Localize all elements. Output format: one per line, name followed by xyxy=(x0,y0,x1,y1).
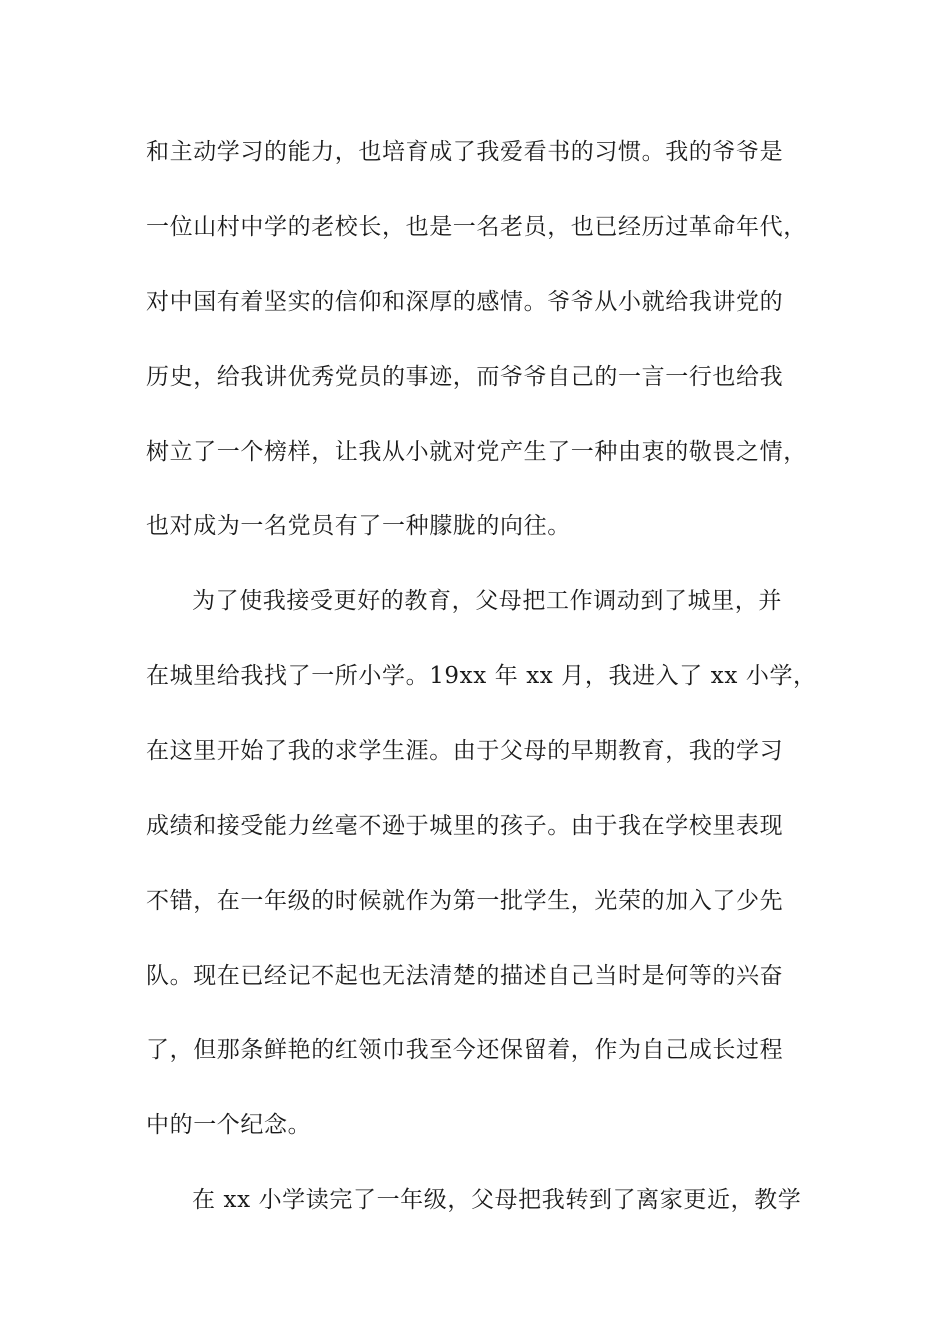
text-line: 在城里给我找了一所小学。19xx 年 xx 月，我进入了 xx 小学， xyxy=(146,663,817,689)
text-line: 成绩和接受能力丝毫不逊于城里的孩子。由于我在学校里表现 xyxy=(146,813,784,839)
text-line: 对中国有着坚实的信仰和深厚的感情。爷爷从小就给我讲党的 xyxy=(146,289,784,315)
text-line: 也对成为一名党员有了一种朦胧的向往。 xyxy=(146,513,571,539)
text-line: 队。现在已经记不起也无法清楚的描述自己当时是何等的兴奋 xyxy=(146,963,784,989)
text-line: 在 xx 小学读完了一年级，父母把我转到了离家更近，教学 xyxy=(192,1187,802,1213)
text-line: 了，但那条鲜艳的红领巾我至今还保留着，作为自己成长过程 xyxy=(146,1037,784,1063)
text-line: 为了使我接受更好的教育，父母把工作调动到了城里，并 xyxy=(192,588,782,614)
text-line: 树立了一个榜样，让我从小就对党产生了一种由衷的敬畏之情， xyxy=(146,439,807,465)
text-line: 历史，给我讲优秀党员的事迹，而爷爷自己的一言一行也给我 xyxy=(146,364,784,390)
text-line: 不错，在一年级的时候就作为第一批学生，光荣的加入了少先 xyxy=(146,888,784,914)
text-line: 在这里开始了我的求学生涯。由于父母的早期教育，我的学习 xyxy=(146,738,784,764)
text-line: 中的一个纪念。 xyxy=(146,1112,312,1138)
text-line: 一位山村中学的老校长，也是一名老员，也已经历过革命年代， xyxy=(146,214,807,240)
text-line: 和主动学习的能力，也培育成了我爱看书的习惯。我的爷爷是 xyxy=(146,139,784,165)
